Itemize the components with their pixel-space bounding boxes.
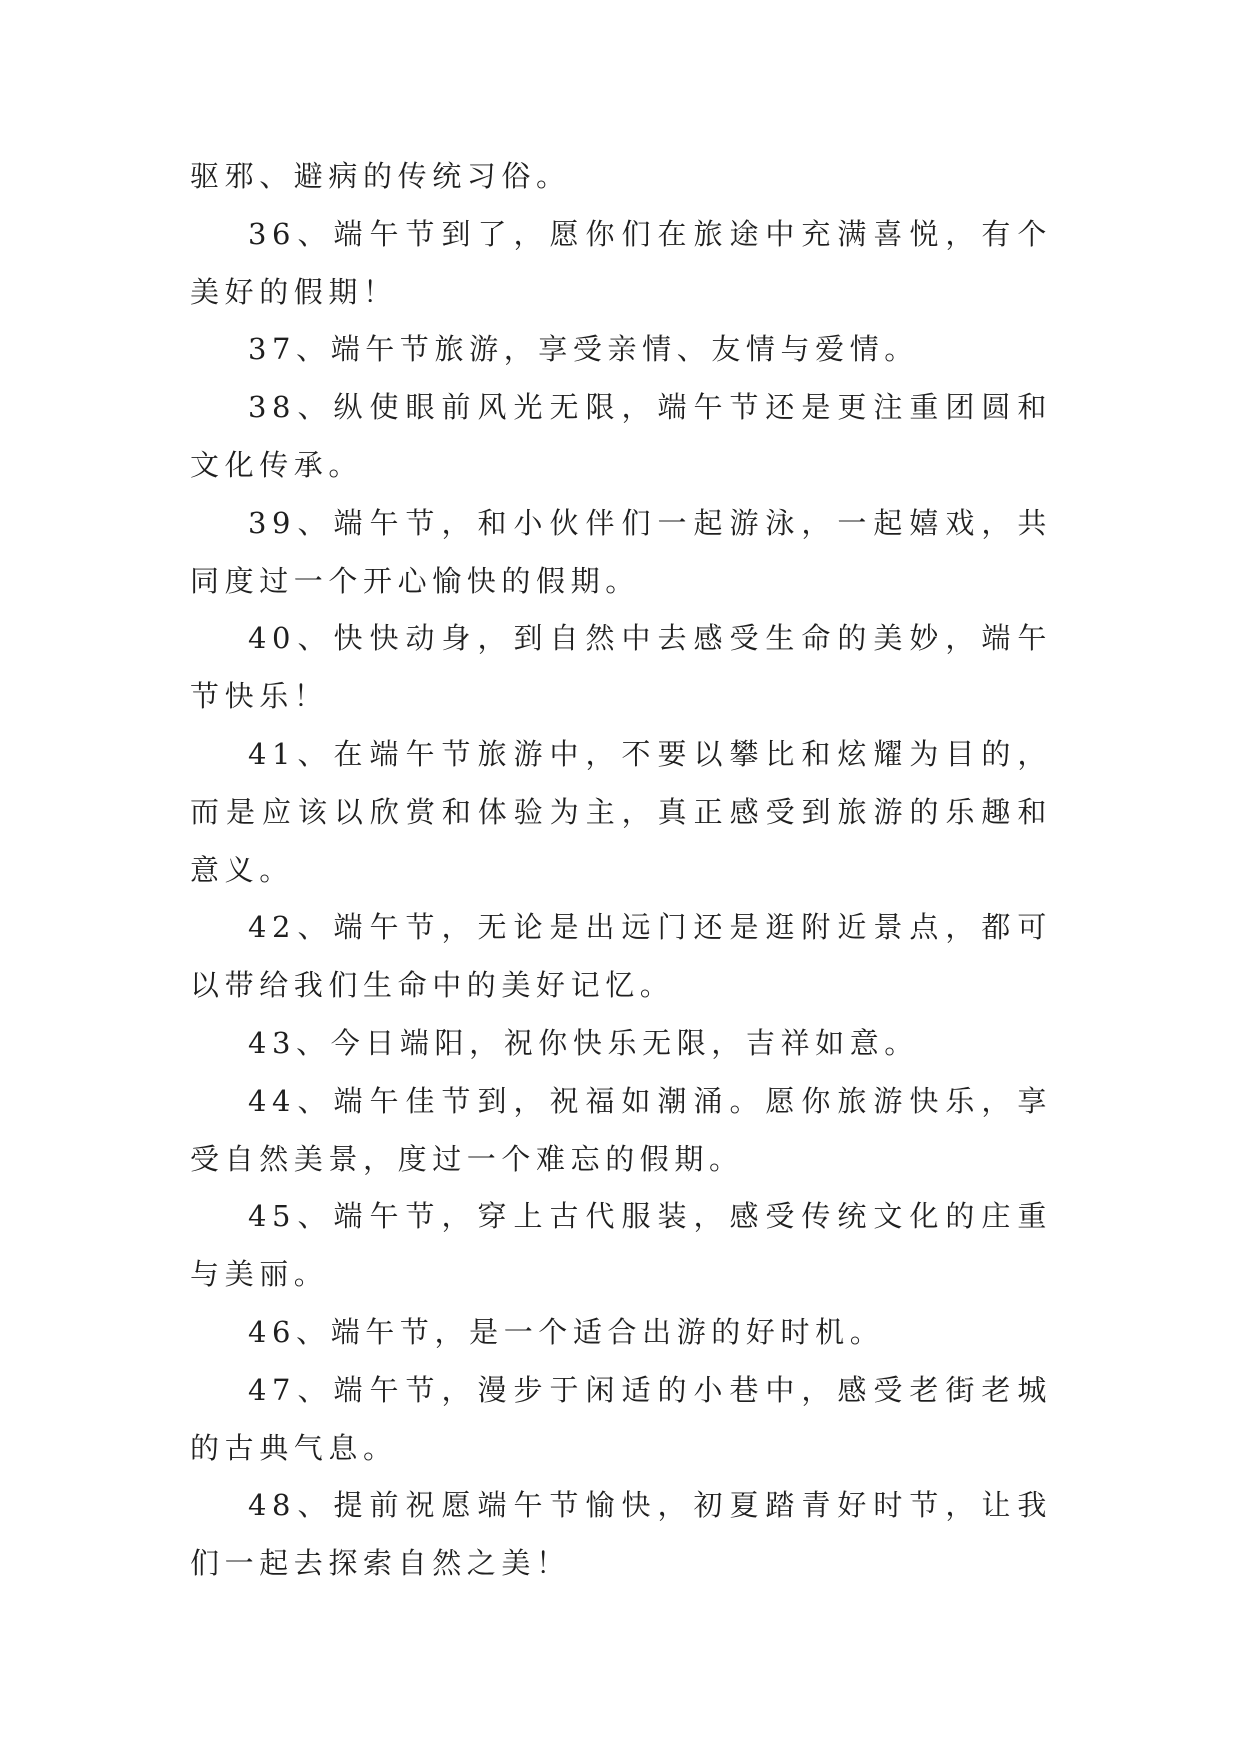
paragraph-44: 44、端午佳节到，祝福如潮涌。愿你旅游快乐，享受自然美景，度过一个难忘的假期。 — [190, 1083, 1052, 1176]
paragraph-36: 36、端午节到了，愿你们在旅途中充满喜悦，有个美好的假期！ — [190, 216, 1052, 309]
paragraph-37: 37、端午节旅游，享受亲情、友情与爱情。 — [248, 332, 919, 367]
paragraph-42: 42、端午节，无论是出远门还是逛附近景点，都可以带给我们生命中的美好记忆。 — [190, 910, 1052, 1003]
paragraph-48: 48、提前祝愿端午节愉快，初夏踏青好时节，让我们一起去探索自然之美！ — [190, 1488, 1052, 1581]
paragraph-39: 39、端午节，和小伙伴们一起游泳，一起嬉戏，共同度过一个开心愉快的假期。 — [190, 505, 1052, 598]
document-page — [190, 148, 1052, 1593]
paragraph-45: 45、端午节，穿上古代服装，感受传统文化的庄重与美丽。 — [190, 1199, 1052, 1292]
paragraph-47: 47、端午节，漫步于闲适的小巷中，感受老街老城的古典气息。 — [190, 1372, 1052, 1465]
paragraph-continued: 驱邪、避病的传统习俗。 — [190, 159, 571, 193]
paragraph-43: 43、今日端阳，祝你快乐无限，吉祥如意。 — [248, 1025, 919, 1060]
paragraph-41: 41、在端午节旅游中，不要以攀比和炫耀为目的，而是应该以欣赏和体验为主，真正感受到旅游的乐趣和意义。 — [190, 736, 1052, 887]
paragraph-46: 46、端午节，是一个适合出游的好时机。 — [248, 1314, 885, 1349]
paragraph-38: 38、纵使眼前风光无限，端午节还是更注重团圆和文化传承。 — [190, 390, 1052, 482]
paragraph-40: 40、快快动身，到自然中去感受生命的美妙，端午节快乐！ — [190, 621, 1052, 714]
